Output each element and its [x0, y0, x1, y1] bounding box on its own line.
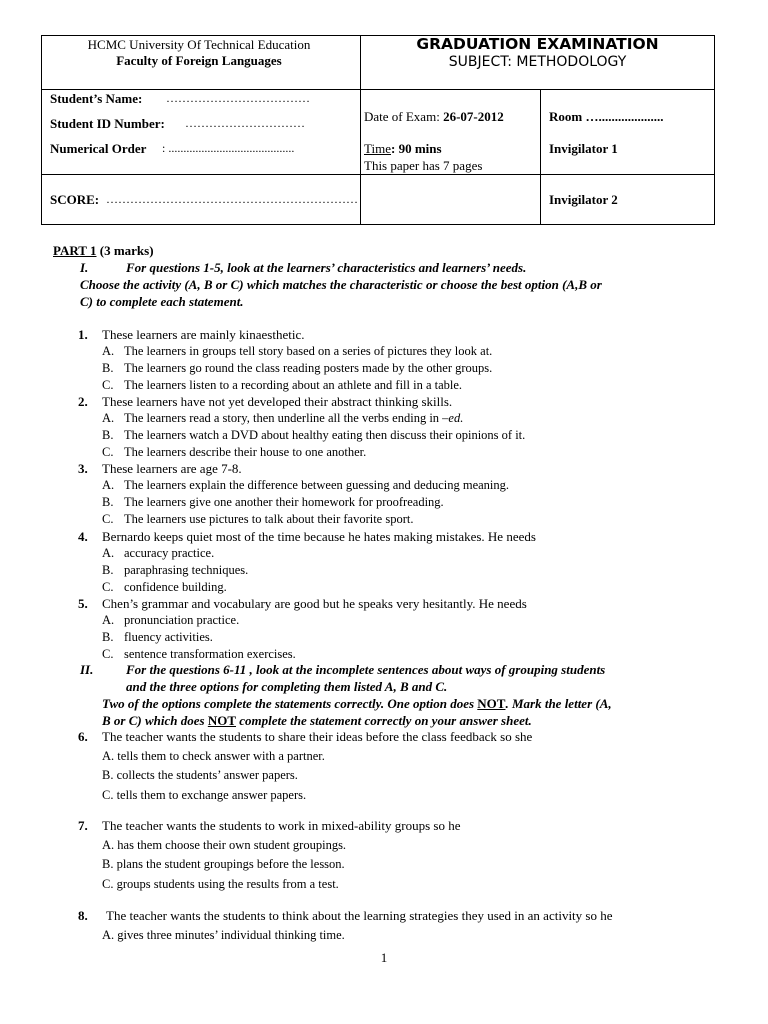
- option-text: [124, 613, 239, 628]
- question-text: Bernardo keeps quiet most of the time because he hates making mistakes. He needs: [102, 529, 536, 544]
- question-text: The teacher wants the students to think about the learning strategies they used in an activity so he: [106, 908, 613, 923]
- part-label: PART 1: [53, 243, 97, 258]
- question-number: 1.: [78, 327, 88, 342]
- option-letter[interactable]: B.: [102, 563, 114, 577]
- option-letter[interactable]: A.: [102, 478, 115, 492]
- room-field[interactable]: Room …....................: [549, 109, 664, 124]
- section-1-instruction: For questions 1-5, look at the learners’ characteristics and learners’ needs.: [126, 260, 527, 275]
- option-text: [124, 344, 492, 359]
- section-1-instruction: C) to complete each statement.: [80, 294, 244, 309]
- pages-note: This paper has 7 pages: [364, 158, 483, 173]
- option-letter[interactable]: B.: [102, 495, 114, 509]
- answer-option[interactable]: C. groups students using the results from a test.: [102, 877, 339, 891]
- option-text: [124, 445, 366, 460]
- part-title: [53, 243, 154, 259]
- header-divider: [42, 89, 714, 90]
- option-letter[interactable]: A.: [102, 613, 115, 627]
- score-label: SCORE:: [50, 192, 100, 207]
- option-letter[interactable]: C.: [102, 580, 114, 594]
- option-letter[interactable]: C.: [102, 378, 114, 392]
- time-label: Time: [364, 141, 391, 156]
- instruction-text: complete the statement correctly on your answer sheet.: [236, 713, 532, 728]
- option-text: [124, 647, 296, 662]
- answer-option[interactable]: C. tells them to exchange answer papers.: [102, 788, 307, 802]
- option-text: [124, 495, 444, 510]
- exam-date: [364, 109, 504, 125]
- question-number: 7.: [78, 818, 88, 833]
- option-text: [124, 378, 462, 393]
- option-text: [124, 563, 248, 578]
- exam-subject: SUBJECT: METHODOLOGY: [448, 54, 627, 70]
- header-divider: [540, 89, 541, 224]
- option-letter[interactable]: C.: [102, 647, 114, 661]
- option-text: [124, 478, 509, 493]
- not-emphasis: NOT: [207, 713, 236, 728]
- option-letter[interactable]: C.: [102, 445, 114, 459]
- option-text-main: The learners watch a DVD about healthy eating then discuss their opinions of it.: [124, 428, 526, 442]
- university-name: HCMC University Of Technical Education: [87, 37, 311, 52]
- time-value: : 90 mins: [390, 141, 442, 156]
- option-letter[interactable]: A.: [102, 546, 115, 560]
- option-text-main: The learners go round the class reading posters made by the other groups.: [124, 361, 493, 375]
- option-text-main: pronunciation practice.: [124, 613, 240, 627]
- question-text: The teacher wants the students to work in mixed-ability groups so he: [102, 818, 461, 833]
- instruction-text: . Mark the letter (A,: [505, 696, 612, 711]
- instruction-text: B or C) which does: [102, 713, 208, 728]
- option-text-main: sentence transformation exercises.: [124, 647, 296, 661]
- student-id-field[interactable]: …………………………: [185, 116, 305, 130]
- answer-option[interactable]: B. collects the students’ answer papers.: [102, 768, 298, 782]
- student-name-field[interactable]: ………………………………: [166, 91, 310, 105]
- question-text: The teacher wants the students to share their ideas before the class feedback so she: [102, 729, 533, 744]
- invigilator-1: Invigilator 1: [549, 141, 618, 156]
- question-text: These learners have not yet developed their abstract thinking skills.: [102, 394, 453, 409]
- option-text-main: The learners use pictures to talk about their favorite sport.: [124, 512, 414, 526]
- numerical-order-field[interactable]: : ..........................................: [162, 141, 295, 155]
- option-text-main: confidence building.: [124, 580, 227, 594]
- question-number: 3.: [78, 461, 88, 476]
- answer-option[interactable]: A. gives three minutes’ individual thinking time.: [102, 928, 345, 942]
- answer-option[interactable]: A. has them choose their own student groupings.: [102, 838, 347, 852]
- section-1-number: I.: [80, 260, 89, 275]
- question-text: These learners are mainly kinaesthetic.: [102, 327, 305, 342]
- header-divider: [42, 174, 714, 175]
- option-text: [124, 630, 213, 645]
- student-id-label: Student ID Number:: [50, 116, 165, 131]
- question-number: 4.: [78, 529, 88, 544]
- question-text: These learners are age 7-8.: [102, 461, 242, 476]
- option-text-main: The learners describe their house to one another.: [124, 445, 367, 459]
- option-text-main: The learners explain the difference between guessing and deducing meaning.: [124, 478, 510, 492]
- option-text: [124, 512, 413, 527]
- option-text-main: The learners in groups tell story based on a series of pictures they look at.: [124, 344, 493, 358]
- option-text: [124, 361, 492, 376]
- section-2-instruction: [102, 713, 532, 729]
- option-text-main: The learners listen to a recording about an athlete and fill in a table.: [124, 378, 463, 392]
- page-number: 1: [380, 950, 388, 965]
- section-2-instruction: For the questions 6-11 , look at the incomplete sentences about ways of grouping students: [126, 662, 606, 677]
- option-text: [124, 580, 227, 595]
- option-text: [124, 411, 463, 426]
- option-text-italic: –ed.: [442, 411, 464, 425]
- option-text-main: fluency activities.: [124, 630, 213, 644]
- student-name-label: Student’s Name:: [50, 91, 143, 106]
- option-text-main: paraphrasing techniques.: [124, 563, 249, 577]
- instruction-text: Two of the options complete the statements correctly. One option does: [102, 696, 478, 711]
- question-number: 5.: [78, 596, 88, 611]
- option-letter[interactable]: B.: [102, 428, 114, 442]
- answer-option[interactable]: A. tells them to check answer with a partner.: [102, 749, 325, 763]
- part-marks: (3 marks): [99, 243, 154, 258]
- section-2-instruction: and the three options for completing them listed A, B and C.: [126, 679, 448, 694]
- section-1-instruction: Choose the activity (A, B or C) which matches the characteristic or choose the best option (A,B or: [80, 277, 602, 292]
- option-text: [124, 546, 214, 561]
- answer-option[interactable]: B. plans the student groupings before the lesson.: [102, 857, 345, 871]
- option-text-main: The learners give one another their homework for proofreading.: [124, 495, 444, 509]
- date-label: Date of Exam:: [364, 109, 440, 124]
- question-number: 6.: [78, 729, 88, 744]
- option-text-main: accuracy practice.: [124, 546, 215, 560]
- option-letter[interactable]: B.: [102, 361, 114, 375]
- option-text: [124, 428, 525, 443]
- not-emphasis: NOT: [477, 696, 506, 711]
- option-letter[interactable]: B.: [102, 630, 114, 644]
- invigilator-2: Invigilator 2: [549, 192, 618, 207]
- section-2-instruction: [102, 696, 612, 712]
- question-text: Chen’s grammar and vocabulary are good but he speaks very hesitantly. He needs: [102, 596, 527, 611]
- option-letter[interactable]: A.: [102, 411, 115, 425]
- section-2-number: II.: [80, 662, 94, 677]
- option-letter[interactable]: A.: [102, 344, 115, 358]
- exam-title: GRADUATION EXAMINATION: [416, 35, 659, 53]
- numerical-order-label: Numerical Order: [50, 141, 147, 156]
- question-number: 2.: [78, 394, 88, 409]
- faculty-name: Faculty of Foreign Languages: [116, 53, 282, 68]
- score-field[interactable]: ………………………………………………………: [106, 192, 358, 206]
- exam-time: [364, 141, 442, 157]
- question-number: 8.: [78, 908, 88, 923]
- option-letter[interactable]: C.: [102, 512, 114, 526]
- option-text-main: The learners read a story, then underline all the verbs ending in: [124, 411, 443, 425]
- date-value: 26-07-2012: [443, 109, 504, 124]
